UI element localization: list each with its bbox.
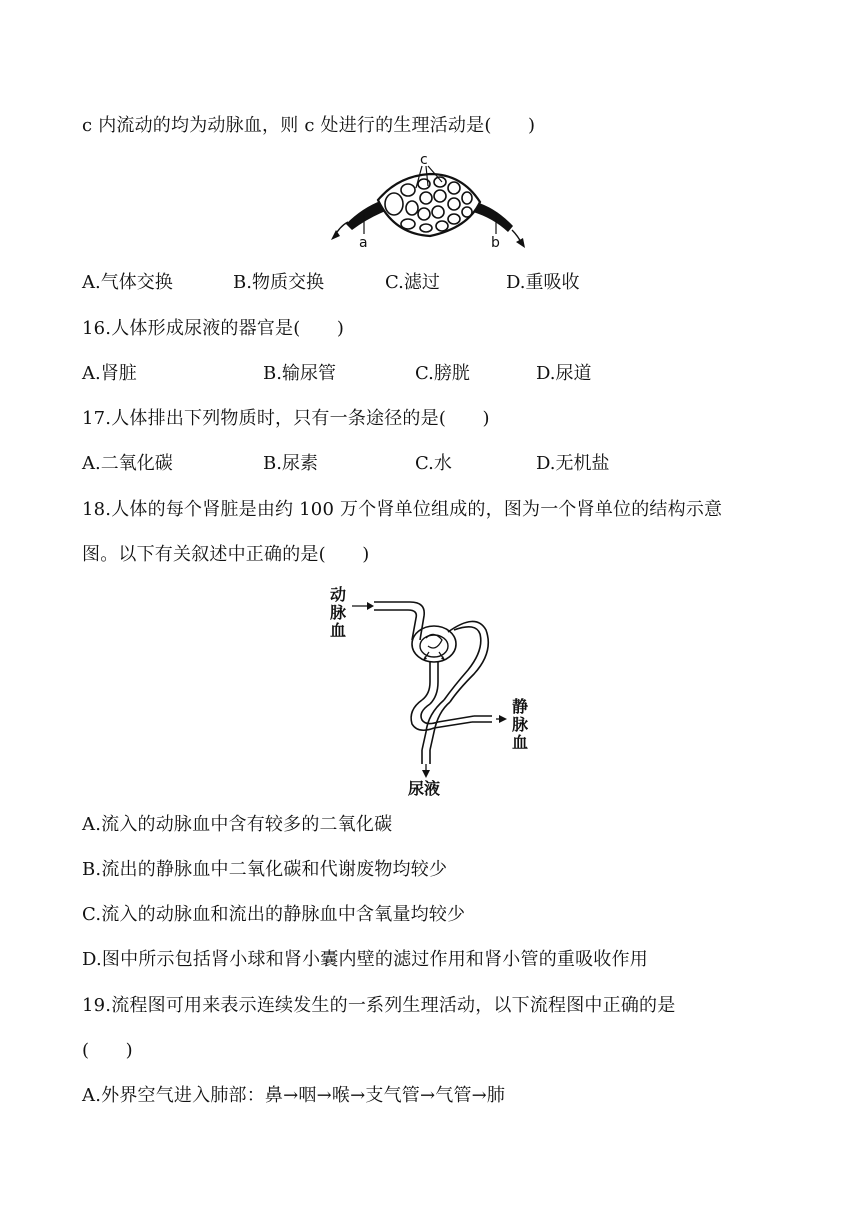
- q17-option-a[interactable]: A.二氧化碳: [82, 453, 173, 474]
- nephron-figure: [326, 582, 538, 798]
- q15-option-c[interactable]: C.滤过: [385, 272, 440, 293]
- q17-option-d[interactable]: D.无机盐: [536, 453, 610, 474]
- q18-option-a[interactable]: A.流入的动脉血中含有较多的二氧化碳: [82, 814, 393, 835]
- arterial-blood-label: 动脉血: [330, 585, 347, 640]
- q17-option-b[interactable]: B.尿素: [263, 453, 318, 474]
- q19-stem-line2: ( ): [82, 1040, 133, 1061]
- q16-option-b[interactable]: B.输尿管: [263, 363, 336, 384]
- q18-option-d[interactable]: D.图中所示包括肾小球和肾小囊内壁的滤过作用和肾小管的重吸收作用: [82, 949, 648, 970]
- venous-blood-label: 静脉血: [512, 697, 529, 752]
- q17-option-c[interactable]: C.水: [415, 453, 452, 474]
- q16-option-c[interactable]: C.膀胱: [415, 363, 470, 384]
- label-a: a: [359, 235, 368, 251]
- q19-stem-line1: 19.流程图可用来表示连续发生的一系列生理活动，以下流程图中正确的是: [82, 995, 676, 1016]
- label-c: c: [420, 152, 428, 168]
- q18-stem-line1: 18.人体的每个肾脏是由约 100 万个肾单位组成的，图为一个肾单位的结构示意: [82, 499, 723, 520]
- label-b: b: [491, 235, 500, 251]
- q18-stem-line2: 图。以下有关叙述中正确的是( ): [82, 544, 370, 565]
- q18-option-b[interactable]: B.流出的静脉血中二氧化碳和代谢废物均较少: [82, 859, 448, 880]
- q15-stem: c 内流动的均为动脉血，则 c 处进行的生理活动是( ): [82, 115, 536, 136]
- q17-stem: 17.人体排出下列物质时，只有一条途径的是( ): [82, 408, 490, 429]
- q15-option-b[interactable]: B.物质交换: [233, 272, 324, 293]
- urine-label: 尿液: [408, 779, 441, 798]
- q16-option-a[interactable]: A.肾脏: [82, 363, 137, 384]
- q19-option-a[interactable]: A.外界空气进入肺部：鼻→咽→喉→支气管→气管→肺: [82, 1085, 506, 1106]
- q15-option-a[interactable]: A.气体交换: [82, 272, 173, 293]
- capillary-network-figure: [328, 152, 534, 256]
- q16-option-d[interactable]: D.尿道: [536, 363, 592, 384]
- q16-stem: 16.人体形成尿液的器官是( ): [82, 318, 345, 339]
- q18-option-c[interactable]: C.流入的动脉血和流出的静脉血中含氧量均较少: [82, 904, 466, 925]
- q15-option-d[interactable]: D.重吸收: [506, 272, 580, 293]
